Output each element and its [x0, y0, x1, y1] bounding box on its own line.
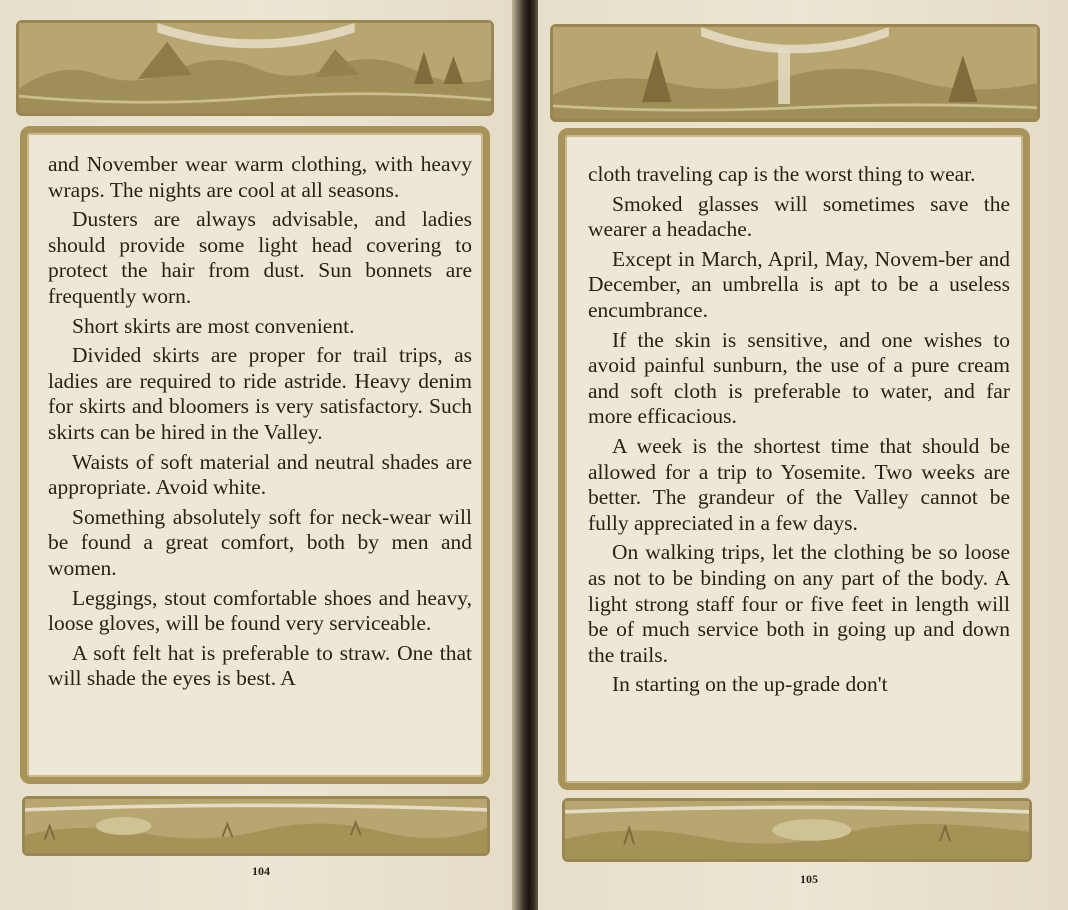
paragraph: Dusters are always advisable, and ladies should provide some light head covering to protect the hair from dust. Sun bonnets are frequently worn.	[48, 207, 472, 308]
right-text-body	[588, 162, 1010, 702]
meadow-illustration-icon	[565, 801, 1029, 859]
paragraph: Leggings, stout comfortable shoes and heavy, loose gloves, will be found very serviceable.	[48, 585, 472, 636]
paragraph: cloth traveling cap is the worst thing to wear.	[588, 162, 976, 186]
paragraph: A week is the shortest time that should be allowed for a trip to Yosemite. Two weeks are better. The grandeur of the Valley cannot be fully appreciated in a few days.	[588, 433, 1010, 535]
paragraph: Something absolutely soft for neck-wear will be found a great comfort, both by men and women.	[48, 504, 472, 580]
right-footer-ornament	[562, 798, 1032, 862]
paragraph: Short skirts are most convenient.	[72, 313, 355, 338]
page-number: 104	[252, 864, 270, 878]
left-text-body	[48, 152, 472, 696]
paragraph: A soft felt hat is preferable to straw. One that will shade the eyes is best. A	[48, 640, 472, 691]
right-page	[538, 0, 1068, 910]
paragraph: On walking trips, let the clothing be so loose as not to be binding on any part of the body. A light strong staff four or five feet in length will be of much service both in going up and down the trails.	[588, 540, 1010, 667]
waterfall-illustration-icon	[553, 27, 1037, 119]
paragraph: and November wear warm clothing, with heavy wraps. The nights are cool at all seasons.	[48, 152, 472, 202]
paragraph: Divided skirts are proper for trail trips, as ladies are required to ride astride. Heavy denim for skirts and bloomers is very satisfactory. Such skirts can be hired in the Valley.	[48, 343, 472, 444]
meadow-illustration-icon	[25, 799, 487, 853]
paragraph: Except in March, April, May, Novem-ber and December, an umbrella is apt to be a useless encumbrance.	[588, 246, 1010, 322]
page-number: 105	[800, 872, 818, 886]
paragraph: If the skin is sensitive, and one wishes to avoid painful sunburn, the use of a pure cream and soft cloth is preferable to water, and far more efficacious.	[588, 327, 1010, 429]
left-page	[0, 0, 522, 910]
paragraph: In starting on the up-grade don't	[612, 672, 888, 697]
paragraph: Waists of soft material and neutral shades are appropriate. Avoid white.	[48, 449, 472, 500]
left-header-ornament	[16, 20, 494, 116]
right-header-ornament	[550, 24, 1040, 122]
landscape-illustration-icon	[19, 23, 491, 113]
paragraph: Smoked glasses will sometimes save the wearer a headache.	[588, 191, 1010, 242]
left-footer-ornament	[22, 796, 490, 856]
